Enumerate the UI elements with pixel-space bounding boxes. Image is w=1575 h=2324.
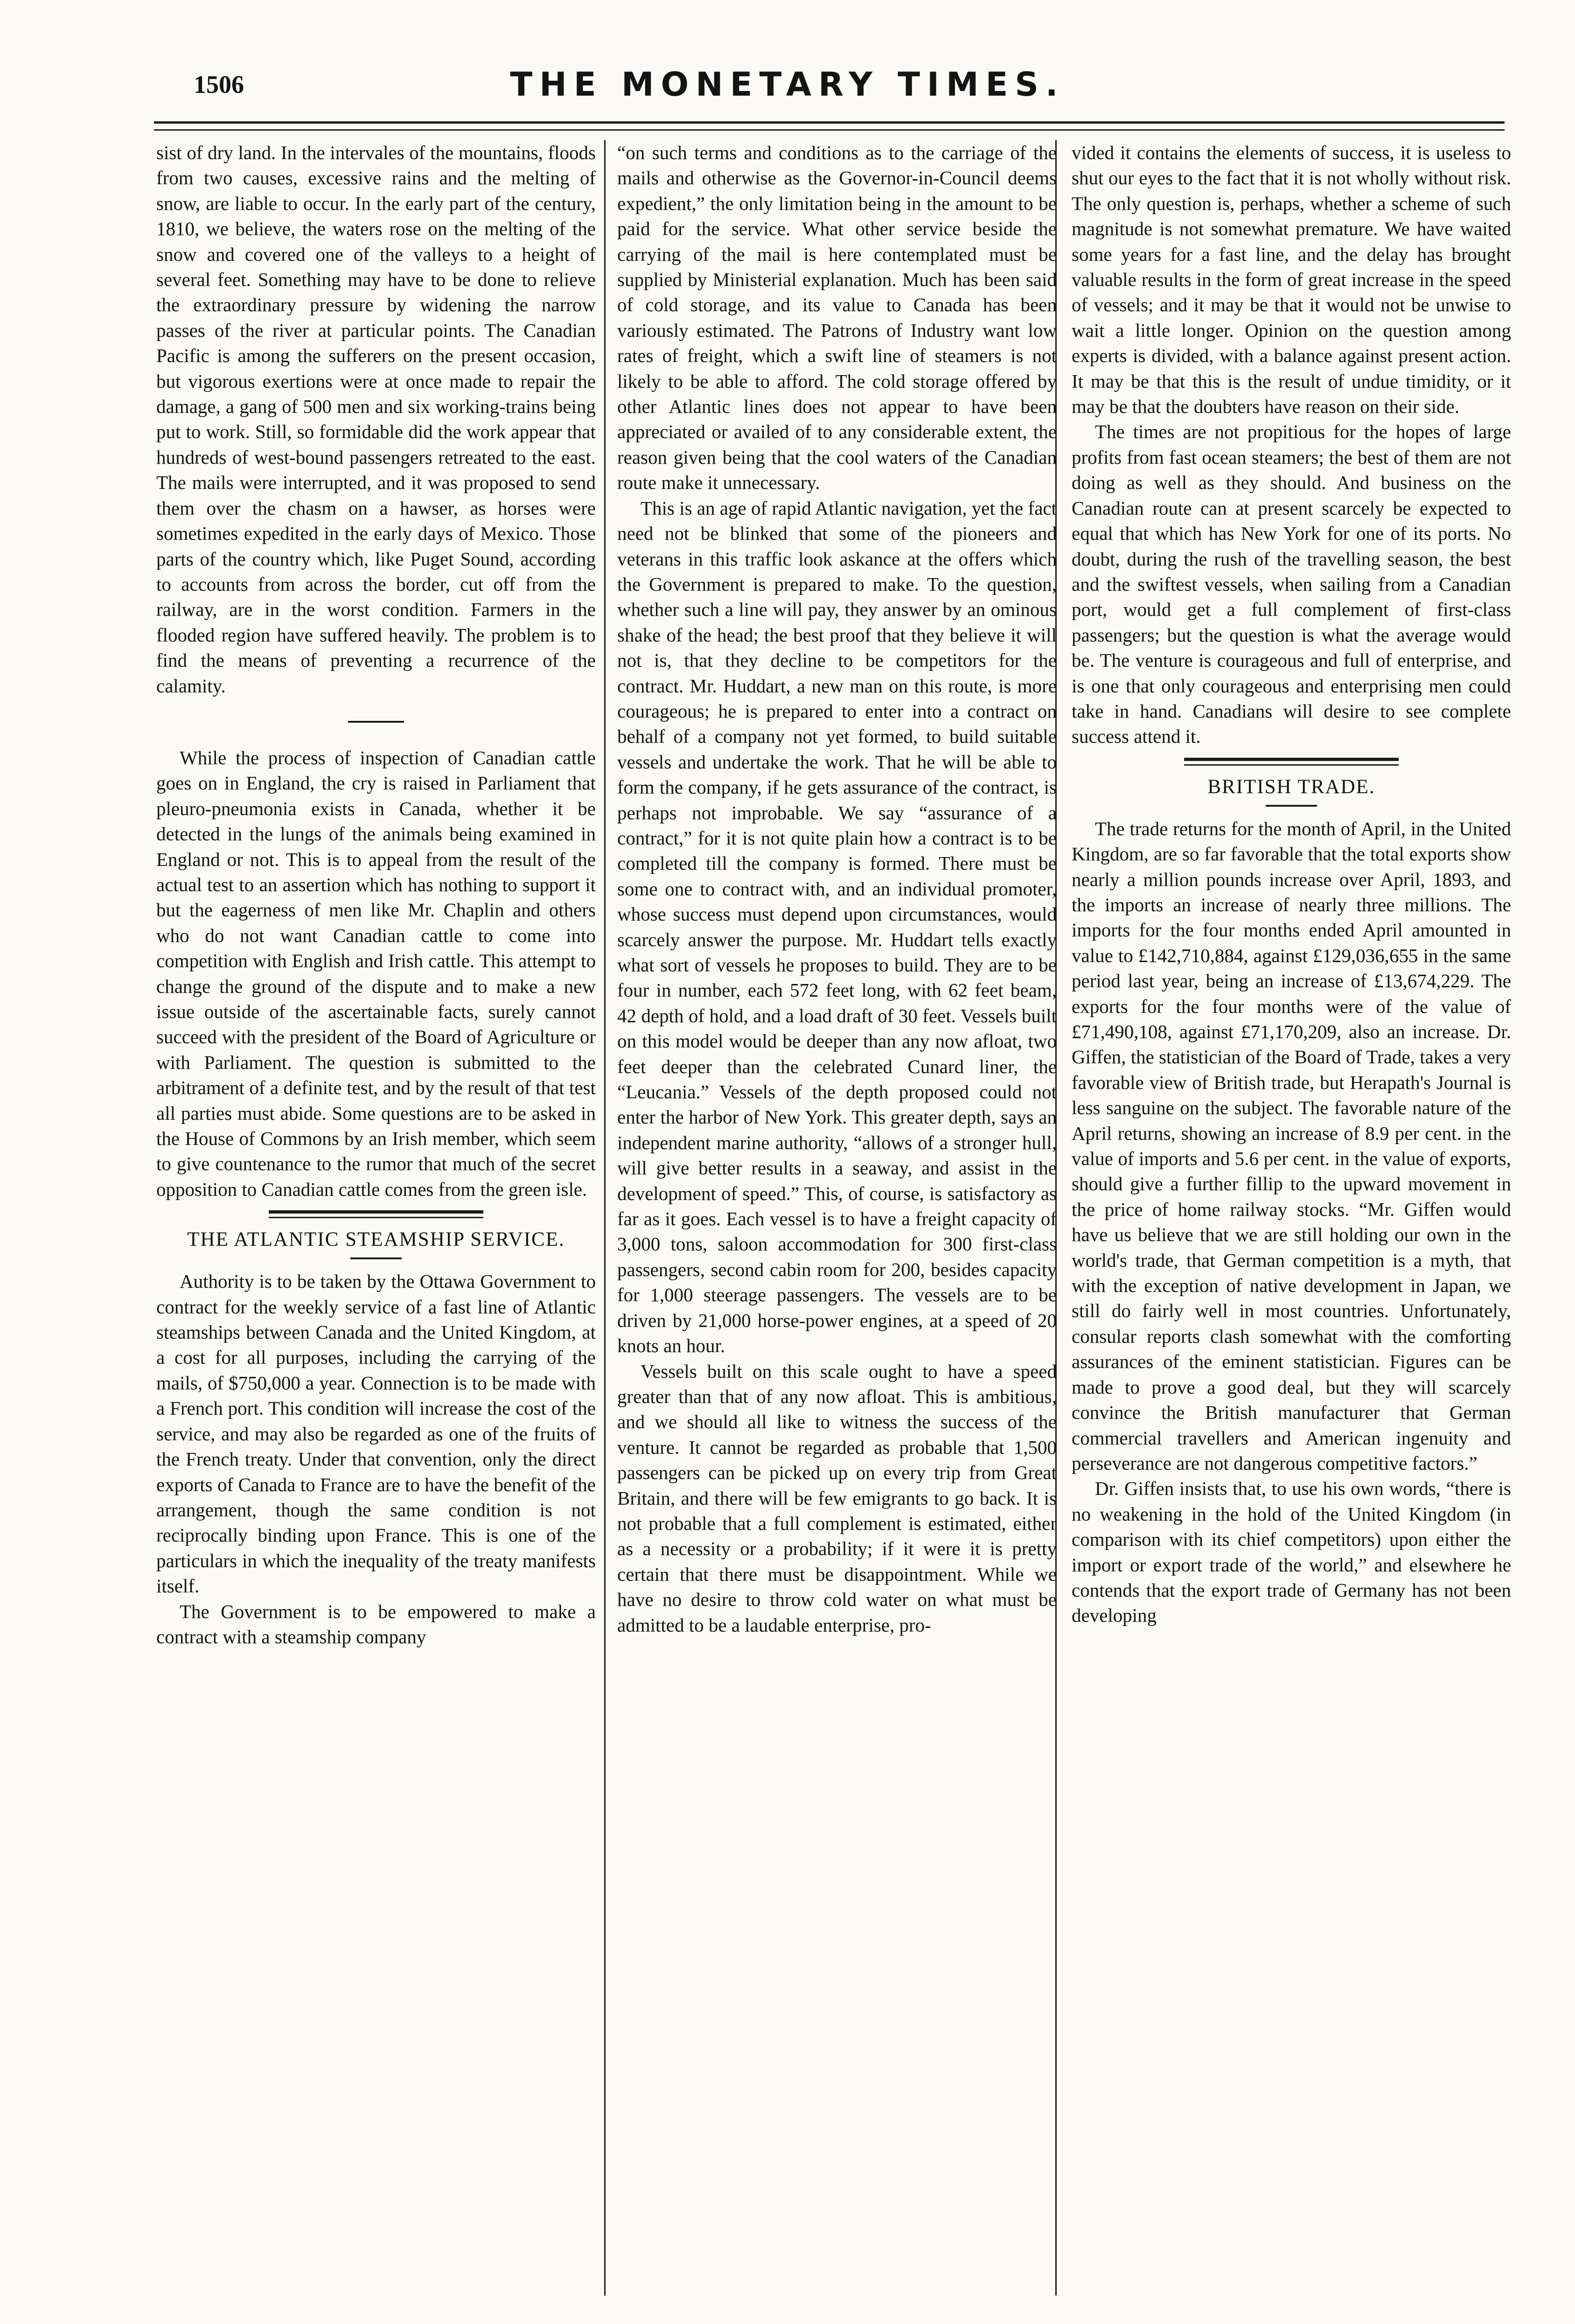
- column-middle: [617, 140, 1057, 1638]
- column-right: [1072, 140, 1511, 1628]
- heading-rule-thick: [1184, 758, 1399, 761]
- page-header: [0, 0, 1575, 140]
- paragraph-success: vided it contains the elements of success, it is useless to shut our eyes to the fact that it is not wholly without risk. The only question is, perhaps, whether a scheme of such magnitude is not somewhat premature. We have waited some years for a fast line, and the delay has brought valuable results in the form of great increase in the speed of vessels; and it may be that it would not be unwise to wait a little longer. Opinion on the question among experts is divided, with a balance against present action. It may be that this is the result of undue timidity, or it may be that the doubters have reason on their side.: [1072, 142, 1511, 418]
- paragraph-navigation: This is an age of rapid Atlantic navigation, yet the fact need not be blinked that some of the pioneers and veterans in this traffic look askance at the offers which the Government is prepared to make. To the question, whether such a line will pay, they answer by an ominous shake of the head; the best proof that they believe it will not is, that they decline to be competitors for the contract. Mr. Huddart, a new man on this route, is more courageous; he is prepared to enter into a contract on behalf of a company not yet formed, to build suitable vessels and undertake the work. That he will be able to form the company, if he gets assurance of the contract, is perhaps not improbable. We say “assurance of a contract,” for it is not quite plain how a contract is to be completed till the company is formed. There must be some one to contract with, and an individual promoter, whose success must depend upon circumstances, would scarcely answer the purpose. Mr. Huddart tells exactly what sort of vessels he proposes to build. They are to be four in number, each 572 feet long, with 62 feet beam, 42 depth of hold, and a load draft of 30 feet. Vessels built on this model would be deeper than any now afloat, two feet deeper than the celebrated Cunard liner, the “Leucania.” Vessels of the depth proposed could not enter the harbor of New York. This greater depth, says an independent marine authority, “allows of a stronger hull, will give better results in a seaway, and assist in the development of speed.” This, of course, is satisfactory as far as it goes. Each vessel is to have a freight capacity of 3,000 tons, saloon accommodation for 300 first-class passengers, second cabin room for 200, besides capacity for 1,000 steerage passengers. The vessels are to be driven by 21,000 horse-power engines, at a speed of 20 knots an hour.: [617, 497, 1057, 1357]
- paragraph-authority: Authority is to be taken by the Ottawa Government to contract for the weekly service of a fast line of Atlantic steamships between Canada and the United Kingdom, at a cost for all purposes, including the carrying of the mails, of $750,000 a year. Connection is to be made with a French port. This condition will increase the cost of the service, and may also be regarded as one of the fruits of the French treaty. Under that convention, only the direct exports of Canada to France are to have the benefit of the arrangement, though the same condition is not reciprocally binding upon France. This is one of the particulars in which the inequality of the treaty manifests itself.: [156, 1270, 596, 1597]
- heading-rule-thick: [269, 1210, 483, 1214]
- paragraph-times: The times are not propitious for the hopes of large profits from fast ocean steamers; the best of them are not doing as well as they should. And business on the Canadian route can at present scarcely be expected to equal that which has New York for one of its ports. No doubt, during the rush of the travelling season, the best and the swiftest vessels, when sailing from a Canadian port, would get a full complement of first-class passengers; but the question is what the average would be. The venture is courageous and full of enterprise, and is one that only courageous and enterprising men could take in hand. Canadians will desire to see complete success attend it.: [1072, 421, 1511, 747]
- paragraph-vessels: Vessels built on this scale ought to have a speed greater than that of any now afloat. This is ambitious, and we should all like to witness the success of the venture. It cannot be regarded as probable that 1,500 passengers can be picked up on every trip from Great Britain, and there will be few emigrants to go back. It is not probable that a full complement is estimated, either as a necessity or a probability; if it were it is pretty certain that there must be disappointment. While we have no desire to throw cold water on what must be admitted to be a laudable enterprise, pro-: [617, 1360, 1057, 1636]
- british-trade-heading-block: [1072, 758, 1511, 807]
- section-divider: [348, 721, 404, 723]
- heading-rule-thin: [1184, 764, 1399, 766]
- section-heading-british-trade: BRITISH TRADE.: [1207, 775, 1375, 798]
- page-number: 1506: [194, 70, 244, 98]
- paragraph-terms: “on such terms and conditions as to the carriage of the mails and otherwise as the Governor-in-Council deems expedient,” the only limitation being in the amount to be paid for the service. What other service beside the carrying of the mail is here contemplated must be supplied by Ministerial explanation. Much has been said of cold storage, and its value to Canada has been variously estimated. The Patrons of Industry want low rates of freight, which a swift line of steamers is not likely to be able to afford. The cold storage offered by other Atlantic lines does not appear to have been appreciated or availed of to any considerable extent, the reason given being that the cool waters of the Canadian route make it unnecessary.: [617, 142, 1057, 494]
- paragraph-flood: sist of dry land. In the intervales of the mountains, floods from two causes, excessive rains and the melting of snow, are liable to occur. In the early part of the century, 1810, we believe, the waters rose on the melting of the snow and covered one of the valleys to a height of several feet. Something may have to be done to relieve the extraordinary pressure by widening the narrow passes of the river at particular points. The Canadian Pacific is among the sufferers on the present occasion, but vigorous exertions were at once made to repair the damage, a gang of 500 men and six working-trains being put to work. Still, so formidable did the work appear that hundreds of west-bound passengers retreated to the east. The mails were interrupted, and it was proposed to send them over the chasm on a hawser, as horses were sometimes expedited in the early days of Mexico. Those parts of the country which, like Puget Sound, according to accounts from across the border, cut off from the railway, are in the worst condition. Farmers in the flooded region have suffered heavily. The problem is to find the means of preventing a recurrence of the calamity.: [156, 142, 596, 697]
- atlantic-heading-block: [156, 1210, 596, 1259]
- column-left: [156, 140, 596, 1649]
- heading-underline: [1266, 805, 1317, 807]
- header-rule-thin: [154, 129, 1505, 131]
- paragraph-government: The Government is to be empowered to make a contract with a steamship company: [156, 1600, 596, 1647]
- header-rule-thick: [154, 121, 1505, 124]
- paragraph-trade-returns: The trade returns for the month of April, in the United Kingdom, are so far favorable that the total exports show nearly a million pounds increase over April, 1893, and the imports an increase of nearly three millions. The imports for the four months ended April amounted in value to £142,710,884, against £129,036,655 in the same period last year, being an increase of £13,674,229. The exports for the four months were of the value of £71,490,108, against £71,170,209, also an increase. Dr. Giffen, the statistician of the Board of Trade, takes a very favorable view of British trade, but Herapath's Journal is less sanguine on the subject. The favorable nature of the April returns, showing an increase of 8.9 per cent. in the value of imports and 5.6 per cent. in the value of exports, should give a further fillip to the upward movement in the price of home railway stocks. “Mr. Giffen would have us believe that we are still holding our own in the world's trade, that German competition is a myth, that with the exception of native development in Japan, we still do fairly well in most countries. Unfortunately, consular reports clash somewhat with the comforting assurances of the eminent statistician. Figures can be made to prove a good deal, but they will scarcely convince the British manufacturer that German commercial travellers and American ingenuity and perseverance are not dangerous competitive factors.”: [1072, 817, 1511, 1474]
- section-heading-atlantic: THE ATLANTIC STEAMSHIP SERVICE.: [187, 1228, 565, 1251]
- heading-underline: [350, 1257, 402, 1259]
- column-divider-left: [604, 140, 606, 2296]
- masthead-title: THE MONETARY TIMES.: [510, 65, 1065, 104]
- heading-rule-thin: [269, 1217, 483, 1218]
- paragraph-giffen: Dr. Giffen insists that, to use his own words, “there is no weakening in the hold of the United Kingdom (in comparison with its chief competitors) upon either the import or export trade of the world,” and elsewhere he contends that the export trade of Germany has not been developing: [1072, 1478, 1511, 1626]
- paragraph-cattle: While the process of inspection of Canadian cattle goes on in England, the cry is raised in Parliament that pleuro-pneumonia exists in Canada, whether it be detected in the lungs of the animals being examined in England or not. This is to appeal from the result of the actual test to an assertion which has nothing to support it but the eagerness of men like Mr. Chaplin and others who do not want Canadian cattle to come into competition with English and Irish cattle. This attempt to change the ground of the dispute and to make a new issue outside of the ascertainable facts, surely cannot succeed with the president of the Board of Agriculture or with Parliament. The question is submitted to the arbitrament of a definite test, and by the result of that test all parties must abide. Some questions are to be asked in the House of Commons by an Irish member, which seem to give countenance to the rumor that much of the secret opposition to Canadian cattle comes from the green isle.: [156, 747, 596, 1200]
